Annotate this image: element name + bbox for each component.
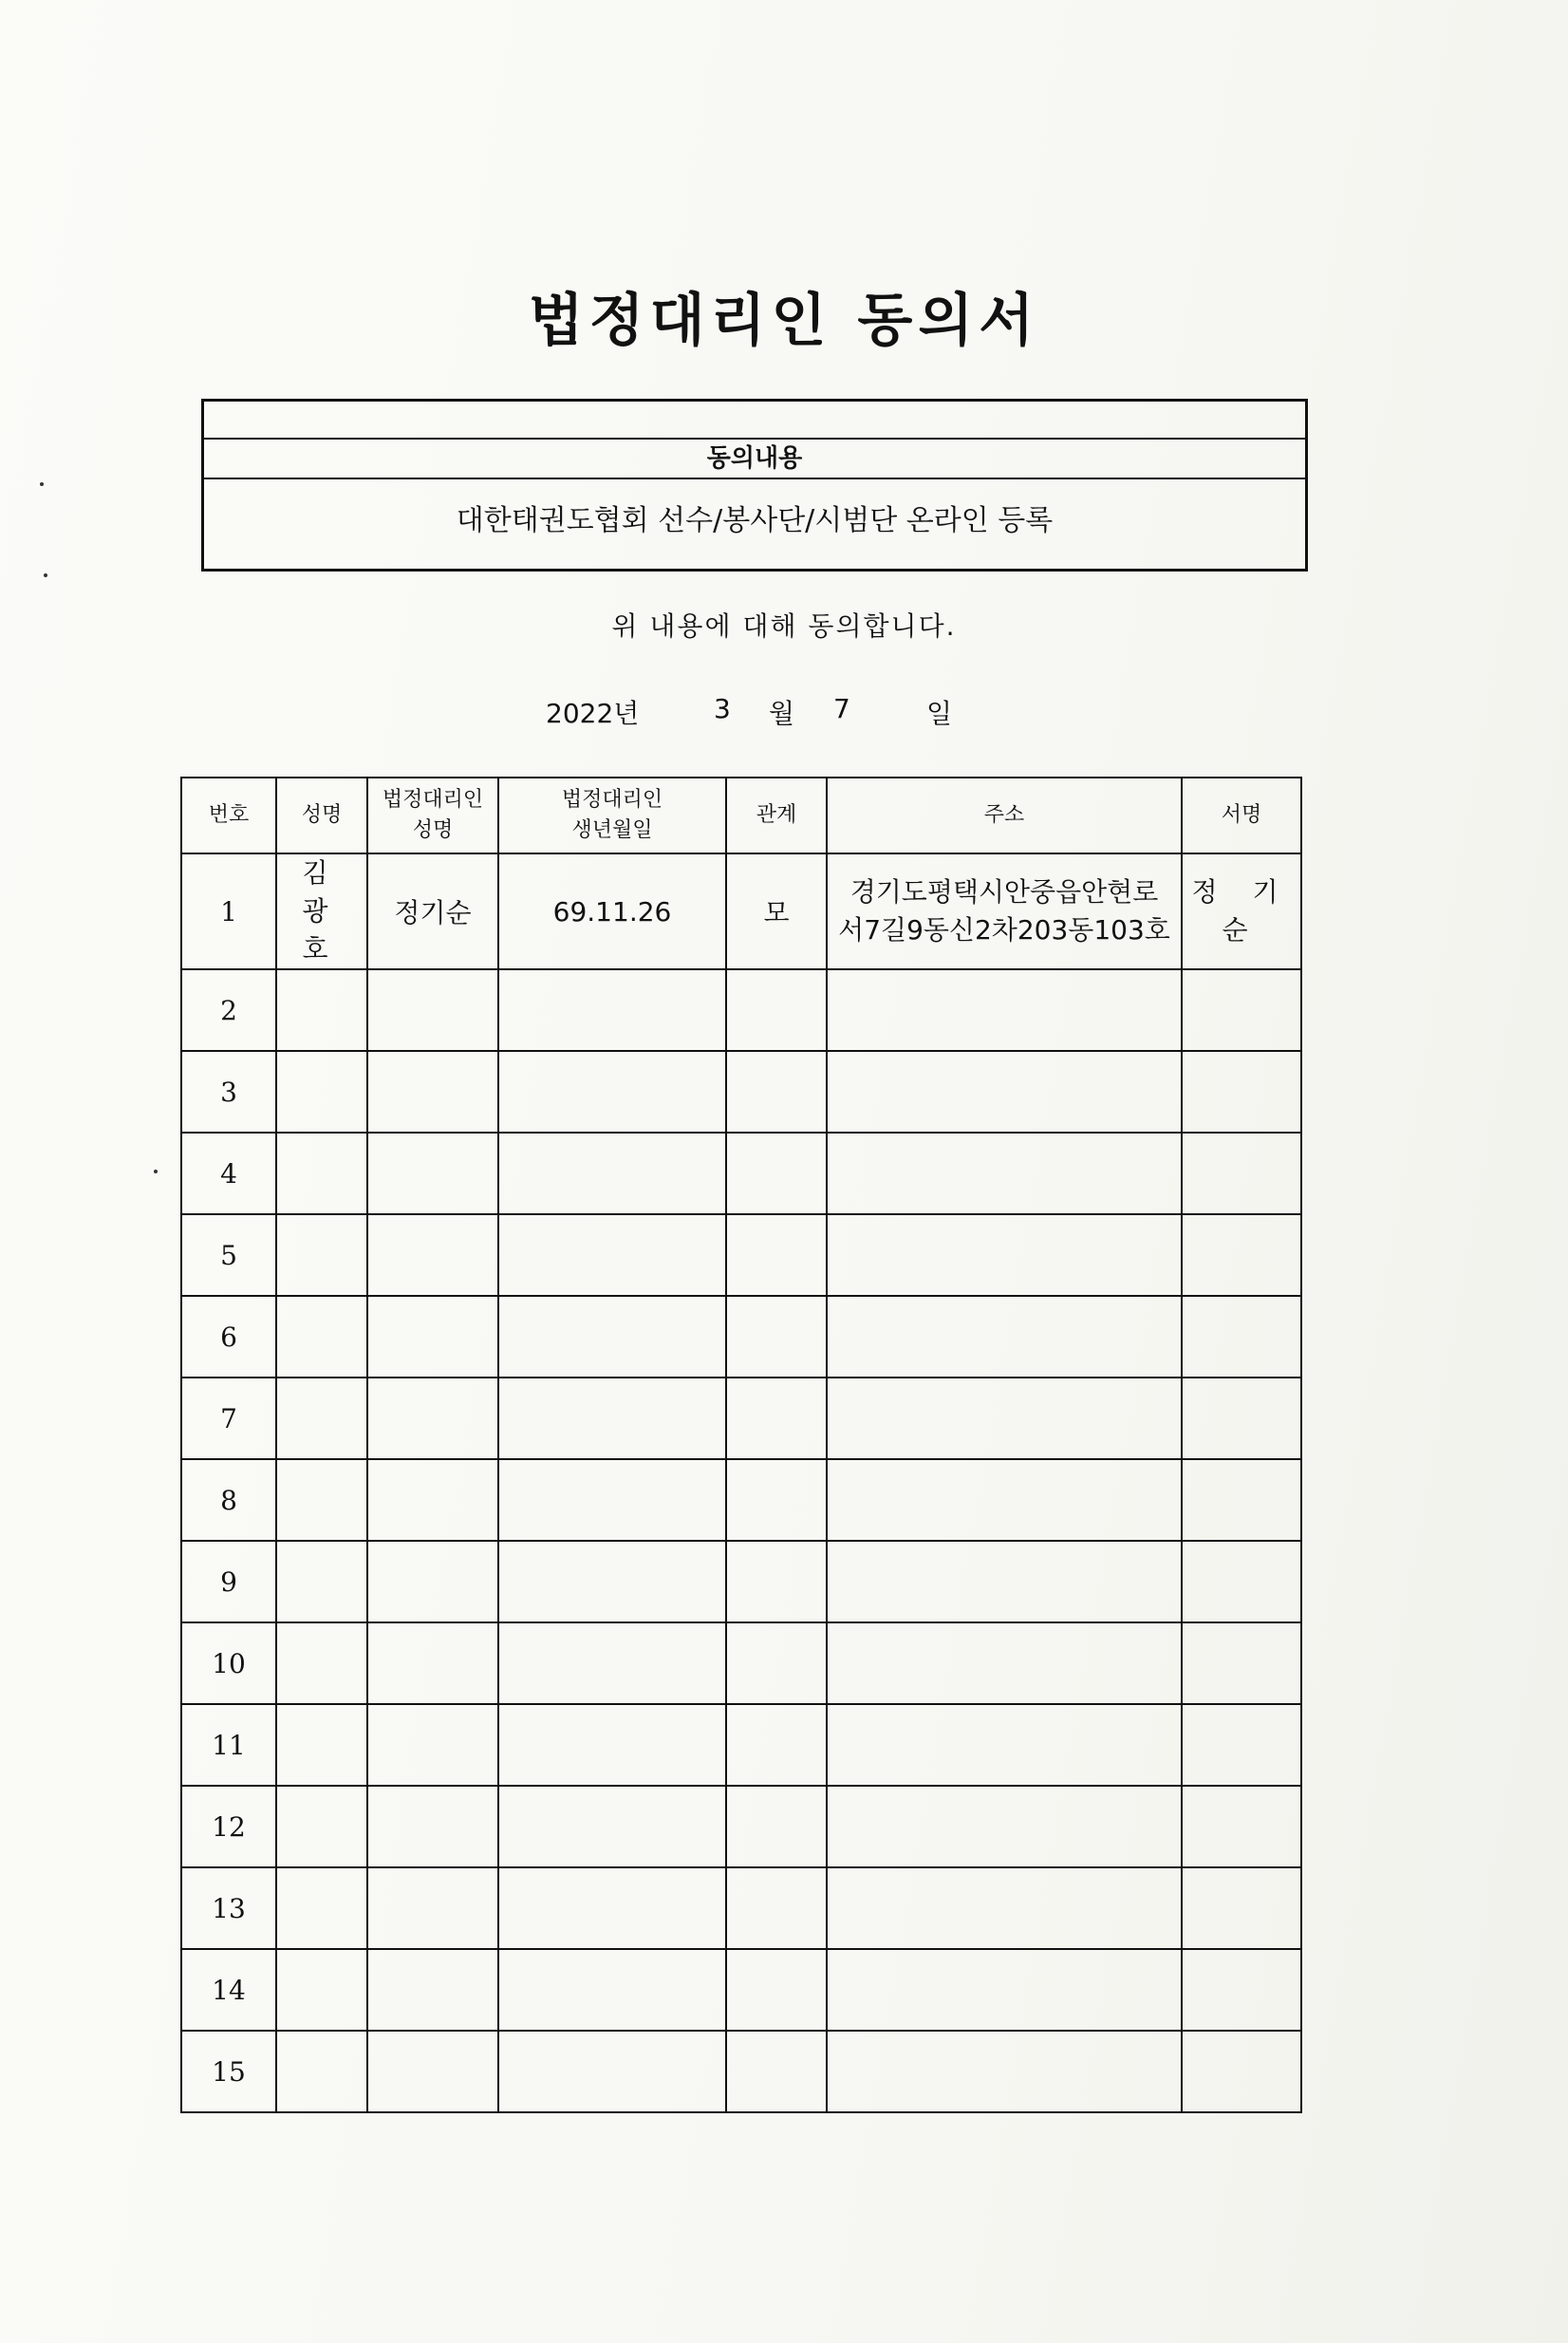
- row-address: [827, 1704, 1182, 1786]
- row-guardian-birth: [498, 1867, 726, 1949]
- row-name: [276, 1378, 367, 1459]
- row-guardian-birth: [498, 1949, 726, 2031]
- table-row: [181, 853, 1301, 969]
- date-year: 2022년: [546, 698, 640, 729]
- row-guardian-name: [367, 1214, 498, 1296]
- header-guardian-birth: 법정대리인 생년월일: [498, 778, 726, 853]
- row-number: 15: [181, 2031, 276, 2112]
- row-address: [827, 1867, 1182, 1949]
- date-month-unit: 월: [769, 698, 795, 729]
- row-name: [276, 1296, 367, 1378]
- date-day-unit: 일: [926, 698, 953, 729]
- row-guardian-name: [367, 1622, 498, 1704]
- row-number: 11: [181, 1704, 276, 1786]
- row-guardian-birth: [498, 1622, 726, 1704]
- speck: [154, 1170, 158, 1173]
- row-signature: [1182, 1214, 1301, 1296]
- table-row: [181, 1378, 1301, 1459]
- row-guardian-name: [367, 2031, 498, 2112]
- row-name: [276, 1051, 367, 1133]
- row-signature: [1182, 1867, 1301, 1949]
- row-name: [276, 1459, 367, 1541]
- row-signature: [1182, 1786, 1301, 1867]
- row-guardian-birth: [498, 1296, 726, 1378]
- row-guardian-birth: [498, 969, 726, 1051]
- row-guardian-name: [367, 1133, 498, 1214]
- row-guardian-name: [367, 1541, 498, 1622]
- header-address: 주소: [827, 778, 1182, 853]
- row-name: 김 광 호: [276, 853, 367, 969]
- speck: [40, 482, 44, 486]
- table-body: [181, 853, 1301, 2112]
- row-address: [827, 2031, 1182, 2112]
- table-row: [181, 2031, 1301, 2112]
- table-row: [181, 1541, 1301, 1622]
- row-name: [276, 1214, 367, 1296]
- row-guardian-birth: [498, 1459, 726, 1541]
- row-address: 경기도평택시안중읍안현로 서7길9동신2차203동103호: [827, 853, 1182, 969]
- row-address: [827, 1541, 1182, 1622]
- row-signature: [1182, 1949, 1301, 2031]
- row-guardian-name: [367, 1051, 498, 1133]
- table-row: [181, 1622, 1301, 1704]
- row-name: [276, 2031, 367, 2112]
- row-address: [827, 1296, 1182, 1378]
- row-number: 12: [181, 1786, 276, 1867]
- date-day: 7: [833, 693, 850, 724]
- row-address: [827, 969, 1182, 1051]
- consent-header: 동의내용: [204, 438, 1305, 479]
- row-number: 5: [181, 1214, 276, 1296]
- row-signature: [1182, 1704, 1301, 1786]
- row-signature: [1182, 1541, 1301, 1622]
- row-number: 4: [181, 1133, 276, 1214]
- row-address: [827, 1949, 1182, 2031]
- row-guardian-birth: [498, 1133, 726, 1214]
- table-row: [181, 1949, 1301, 2031]
- row-signature: 정 기 순: [1182, 853, 1301, 969]
- row-name: [276, 1867, 367, 1949]
- document-title: 법정대리인 동의서: [528, 288, 1040, 354]
- row-relation: [726, 1296, 827, 1378]
- row-address: [827, 1622, 1182, 1704]
- row-relation: [726, 1378, 827, 1459]
- table-row: [181, 1133, 1301, 1214]
- row-signature: [1182, 1378, 1301, 1459]
- row-number: 7: [181, 1378, 276, 1459]
- row-address: [827, 1786, 1182, 1867]
- table-row: [181, 1296, 1301, 1378]
- row-guardian-birth: [498, 1541, 726, 1622]
- row-guardian-name: [367, 1786, 498, 1867]
- row-signature: [1182, 1051, 1301, 1133]
- row-guardian-birth: [498, 1378, 726, 1459]
- row-number: 6: [181, 1296, 276, 1378]
- row-relation: [726, 1867, 827, 1949]
- row-guardian-birth: [498, 1704, 726, 1786]
- row-signature: [1182, 969, 1301, 1051]
- row-signature: [1182, 1296, 1301, 1378]
- row-relation: [726, 1622, 827, 1704]
- row-name: [276, 1704, 367, 1786]
- row-number: 2: [181, 969, 276, 1051]
- row-name: [276, 969, 367, 1051]
- row-address: [827, 1133, 1182, 1214]
- row-guardian-name: [367, 1949, 498, 2031]
- row-relation: 모: [726, 853, 827, 969]
- row-signature: [1182, 1133, 1301, 1214]
- row-guardian-name: [367, 1378, 498, 1459]
- row-relation: [726, 1214, 827, 1296]
- row-relation: [726, 2031, 827, 2112]
- row-signature: [1182, 1622, 1301, 1704]
- row-name: [276, 1541, 367, 1622]
- row-name: [276, 1622, 367, 1704]
- table-row: [181, 1867, 1301, 1949]
- row-number: 10: [181, 1622, 276, 1704]
- row-name: [276, 1133, 367, 1214]
- row-relation: [726, 1133, 827, 1214]
- header-name: 성명: [276, 778, 367, 853]
- row-address: [827, 1214, 1182, 1296]
- row-number: 13: [181, 1867, 276, 1949]
- consent-content: 대한태권도협회 선수/봉사단/시범단 온라인 등록: [456, 504, 1054, 537]
- date-month: 3: [714, 693, 731, 724]
- table-row: [181, 969, 1301, 1051]
- header-signature: 서명: [1182, 778, 1301, 853]
- row-guardian-name: 정기순: [367, 853, 498, 969]
- table-row: [181, 1214, 1301, 1296]
- row-guardian-birth: [498, 1051, 726, 1133]
- header-no: 번호: [181, 778, 276, 853]
- header-relation: 관계: [726, 778, 827, 853]
- consent-box: [201, 399, 1308, 572]
- row-relation: [726, 1949, 827, 2031]
- table-row: [181, 1704, 1301, 1786]
- table-row: [181, 1459, 1301, 1541]
- row-number: 14: [181, 1949, 276, 2031]
- row-relation: [726, 1459, 827, 1541]
- row-guardian-birth: [498, 1214, 726, 1296]
- row-number: 3: [181, 1051, 276, 1133]
- row-guardian-name: [367, 1459, 498, 1541]
- row-relation: [726, 1786, 827, 1867]
- table-row: [181, 1051, 1301, 1133]
- row-address: [827, 1378, 1182, 1459]
- row-name: [276, 1949, 367, 2031]
- row-guardian-birth: [498, 1786, 726, 1867]
- table-header-row: [181, 778, 1301, 853]
- row-number: 1: [181, 853, 276, 969]
- row-name: [276, 1786, 367, 1867]
- row-signature: [1182, 2031, 1301, 2112]
- header-guardian-name: 법정대리인 성명: [367, 778, 498, 853]
- table-row: [181, 1786, 1301, 1867]
- row-relation: [726, 1051, 827, 1133]
- row-address: [827, 1459, 1182, 1541]
- row-signature: [1182, 1459, 1301, 1541]
- row-relation: [726, 969, 827, 1051]
- row-guardian-name: [367, 1867, 498, 1949]
- row-guardian-birth: 69.11.26: [498, 853, 726, 969]
- row-number: 8: [181, 1459, 276, 1541]
- agree-statement: 위 내용에 대해 동의합니다.: [611, 610, 957, 642]
- row-relation: [726, 1704, 827, 1786]
- speck: [44, 573, 47, 577]
- row-guardian-name: [367, 1704, 498, 1786]
- row-guardian-name: [367, 1296, 498, 1378]
- row-guardian-name: [367, 969, 498, 1051]
- row-relation: [726, 1541, 827, 1622]
- row-guardian-birth: [498, 2031, 726, 2112]
- row-number: 9: [181, 1541, 276, 1622]
- guardian-consent-table: [180, 777, 1302, 2113]
- row-address: [827, 1051, 1182, 1133]
